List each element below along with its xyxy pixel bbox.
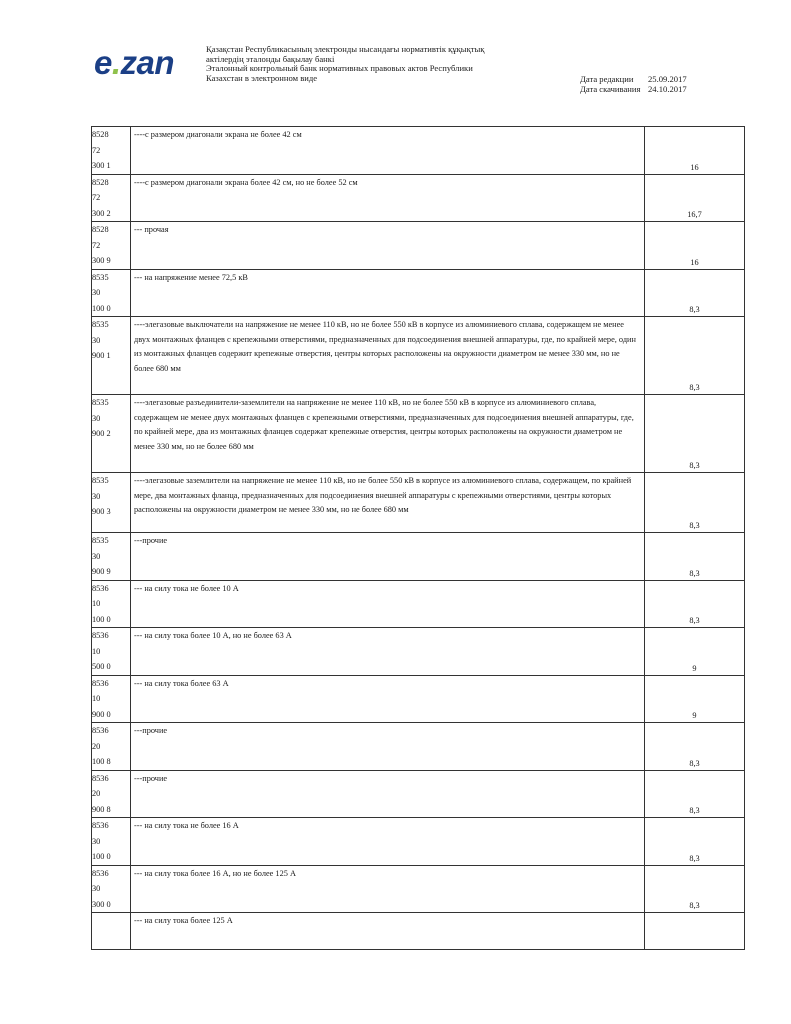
table-row bbox=[92, 473, 745, 533]
code-cell: 8535 30 900 1 bbox=[92, 317, 131, 395]
code-cell: 8535 30 900 2 bbox=[92, 395, 131, 473]
description-cell: ---прочие bbox=[131, 770, 645, 818]
code-cell: 8528 72 300 1 bbox=[92, 127, 131, 175]
header-kz-line1: Қазақстан Республикасының электронды нысандағы нормативтік құқықтық bbox=[206, 44, 485, 54]
description-cell: ----с размером диагонали экрана более 42 см, но не более 52 см bbox=[131, 174, 645, 222]
table-row bbox=[92, 675, 745, 723]
download-date: 24.10.2017 bbox=[648, 84, 687, 94]
header-description bbox=[206, 45, 586, 83]
description-cell: --- на силу тока более 63 А bbox=[131, 675, 645, 723]
rate-cell: 9 bbox=[645, 628, 745, 676]
description-cell: ----с размером диагонали экрана не более 42 см bbox=[131, 127, 645, 175]
rate-cell: 8,3 bbox=[645, 818, 745, 866]
description-cell: ---прочие bbox=[131, 723, 645, 771]
rate-cell: 16,7 bbox=[645, 174, 745, 222]
table-row bbox=[92, 317, 745, 395]
code-cell: 8536 10 900 0 bbox=[92, 675, 131, 723]
code-cell: 8535 30 900 9 bbox=[92, 533, 131, 581]
table-row bbox=[92, 865, 745, 913]
description-cell: ---прочие bbox=[131, 533, 645, 581]
rate-cell: 16 bbox=[645, 222, 745, 270]
table-row bbox=[92, 127, 745, 175]
code-cell: 8528 72 300 9 bbox=[92, 222, 131, 270]
header-ru-line1: Эталонный контрольный банк нормативных правовых актов Республики bbox=[206, 63, 473, 74]
code-cell: 8536 20 100 8 bbox=[92, 723, 131, 771]
ezan-logo bbox=[94, 46, 174, 79]
description-cell: --- на силу тока более 125 А bbox=[131, 913, 645, 950]
code-cell: 8536 30 300 0 bbox=[92, 865, 131, 913]
logo-zan: zan bbox=[120, 44, 175, 81]
header-dates bbox=[580, 74, 687, 94]
tariff-table bbox=[91, 126, 745, 950]
rate-cell: 8,3 bbox=[645, 723, 745, 771]
table-row bbox=[92, 628, 745, 676]
table-row bbox=[92, 222, 745, 270]
description-cell: --- на силу тока не более 10 А bbox=[131, 580, 645, 628]
description-cell: --- на напряжение менее 72,5 кВ bbox=[131, 269, 645, 317]
table-row bbox=[92, 913, 745, 950]
table-row bbox=[92, 770, 745, 818]
header-ru-line2: Казахстан в электронном виде bbox=[206, 72, 318, 83]
rate-cell: 8,3 bbox=[645, 770, 745, 818]
logo-e: e bbox=[94, 44, 112, 81]
edition-date-label: Дата редакции bbox=[580, 74, 634, 84]
description-cell: --- на силу тока не более 16 А bbox=[131, 818, 645, 866]
code-cell: 8535 30 100 0 bbox=[92, 269, 131, 317]
table-row bbox=[92, 174, 745, 222]
code-cell: 8536 30 100 0 bbox=[92, 818, 131, 866]
header-kz-line2: актілердің эталонды бақылау банкі bbox=[206, 53, 335, 64]
code-cell: 8536 10 100 0 bbox=[92, 580, 131, 628]
code-cell bbox=[92, 913, 131, 950]
code-cell: 8536 20 900 8 bbox=[92, 770, 131, 818]
rate-cell: 8,3 bbox=[645, 395, 745, 473]
table-row bbox=[92, 269, 745, 317]
table-row bbox=[92, 395, 745, 473]
logo-dot: . bbox=[111, 44, 121, 81]
description-cell: --- на силу тока более 10 А, но не более 63 А bbox=[131, 628, 645, 676]
table-row bbox=[92, 723, 745, 771]
rate-cell: 8,3 bbox=[645, 533, 745, 581]
edition-date: 25.09.2017 bbox=[648, 74, 687, 84]
download-date-label: Дата скачивания bbox=[580, 84, 641, 94]
rate-cell: 8,3 bbox=[645, 317, 745, 395]
code-cell: 8535 30 900 3 bbox=[92, 473, 131, 533]
rate-cell: 8,3 bbox=[645, 269, 745, 317]
table-row bbox=[92, 818, 745, 866]
table-row bbox=[92, 533, 745, 581]
description-cell: --- прочая bbox=[131, 222, 645, 270]
rate-cell: 8,3 bbox=[645, 580, 745, 628]
code-cell: 8536 10 500 0 bbox=[92, 628, 131, 676]
rate-cell bbox=[645, 913, 745, 950]
rate-cell: 8,3 bbox=[645, 473, 745, 533]
description-cell: ----элегазовые разъединители-заземлители на напряжение не менее 110 кВ, но не более 550 кВ в корпусе из алюминиевого сплава, содержащем не менее двух монтажных фланцев с крепежными отверстиями, предназначенных для подсоединения внешней аппаратуры, где, по крайней мере, два из монтажных фланцев содержат крепежные отверстия, центры которых расположены на окружности диаметром не менее 330 мм, но не более 680 мм bbox=[131, 395, 645, 473]
description-cell: ----элегазовые заземлители на напряжение не менее 110 кВ, но не более 550 кВ в корпусе из алюминиевого сплава, содержащем, по крайней мере, два монтажных фланца, предназначенных для подсоединения внешней аппаратуры с крепежными отверстиями, центры которых расположены на окружности диаметром не менее 330 мм, но не более 680 мм bbox=[131, 473, 645, 533]
rate-cell: 9 bbox=[645, 675, 745, 723]
rate-cell: 8,3 bbox=[645, 865, 745, 913]
table-row bbox=[92, 580, 745, 628]
description-cell: ----элегазовые выключатели на напряжение не менее 110 кВ, но не более 550 кВ в корпусе из алюминиевого сплава, содержащем не менее двух монтажных фланцев с крепежными отверстиями, предназначенных для подсоединения внешней аппаратуры, где, по крайней мере, один из монтажных фланцев содержит крепежные отверстия, центры которых расположены на окружности диаметром не менее 330 мм, но не более 680 мм bbox=[131, 317, 645, 395]
code-cell: 8528 72 300 2 bbox=[92, 174, 131, 222]
description-cell: --- на силу тока более 16 А, но не более 125 А bbox=[131, 865, 645, 913]
rate-cell: 16 bbox=[645, 127, 745, 175]
